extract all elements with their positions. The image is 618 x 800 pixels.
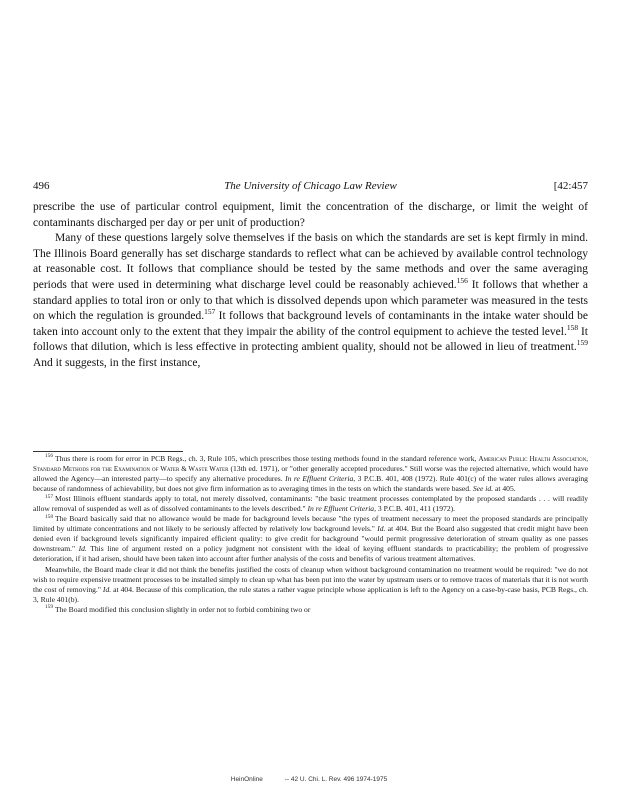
footnote-ref[interactable]: 157 [204,307,216,317]
footnote-text: The Board modified this conclusion slightly in order not to forbid combining two or [54,604,311,614]
footnote-number: 156 [45,453,53,460]
footnote-158-continued [33,565,588,605]
sentence: It follows that background levels of contaminants in the intake water should be taken into account only to the extent that they impair the ability of the control equipment to achieve the tested level. [33,310,588,338]
footnote-156 [33,454,588,494]
footnote-number: 158 [45,513,53,520]
footnote-ref[interactable]: 158 [566,322,579,332]
journal-title: The University of Chicago Law Review [224,180,397,192]
footnote-text: , 3 P.C.B. 401, 408 (1972). Rule 401(c) of the water rules allows averaging because of randomness of achievability, but does not give firm information as to averaging times in the tests on which the standards were based. [33,474,588,494]
footnote-text: This line of argument rested on a policy judgment not consistent with the ideal of keying effluent standards to practicability; the problem of progressive deterioration, if it had arisen, should have been taken into account after further analysis of the costs and benefits of various treatment alternatives. [33,544,588,564]
footnote-text: , 3 P.C.B. 401, 411 (1972). [374,504,456,514]
page-number: 496 [33,180,50,192]
sentence: Many of these questions largely solve themselves if the basis on which the standards are set is kept firmly in mind. The Illinois Board generally has set discharge standards to reflect what can be achieved by available control technology at reasonable cost. It follows that compliance should be tested by the same methods and over the same averaging periods that were used in determining what discharge level could be reasonably achieved. [33,232,588,291]
sentence: It follows that dilution, which is less effective in protecting ambient quality, should not be allowed in lieu of treatment. [33,325,588,354]
footnote-text: The Board basically said that no allowance would be made for background levels because "the types of treatment necessary to meet the proposed standards are principally limited by ultimate concentrations and not likely to be seriously affected by relatively low background levels." [33,514,588,534]
signal: Id. [377,524,386,534]
paragraph [33,231,588,371]
footnote-text: Most Illinois effluent standards apply to total, not merely dissolved, contaminants: "the basic treatment processes contemplated by the proposed standards . . . will readily allow removal of suspended as well as of dissolved contaminants to the levels described." [33,494,588,514]
case-name: In re Effluent Criteria [285,474,354,484]
footnotes [33,454,588,615]
footnote-159 [33,605,588,615]
footnote-text: at 404. Because of this complication, the rule states a rather vague principle whose application is left to the Agency on a case-by-case basis, PCB Regs., ch. 3, Rule 401(b). [33,584,589,604]
footnote-ref[interactable]: 156 [456,276,468,286]
citation-smallcaps: American Public Health Association, Standard Methods for the Examination of Water & Waste Water [33,455,588,474]
footnote-text: at 405. [493,484,516,494]
sentence: It follows that whether a standard applies to total iron or only to that which is dissolved depends upon which parameter was measured in the tests on which the regulation is grounded. [33,278,589,323]
case-name: In re Effluent Criteria [307,504,375,514]
footnote-text: at 404. But the Board also suggested that credit might have been denied even if background levels significantly impaired efficient quality: to give credit for background "would permit progressive deterioration of stream quality as one passes downstream." [33,524,588,554]
footnote-text: Thus there is room for error in PCB Regs., ch. 3, Rule 105, which prescribes those testing methods found in the standard reference work, [54,454,479,463]
footnote-divider [33,451,183,452]
body-text [33,200,588,372]
footnote-number: 157 [45,493,53,500]
footnote-158 [33,514,588,564]
sentence: And it suggests, in the first instance, [33,356,201,369]
source-footer [0,776,618,783]
signal: Id. [78,544,87,554]
footnote-157 [33,494,588,514]
footnote-text: (13th ed. 1971), or "other generally accepted procedures." Still worse was the rejected alternative, which would have allowed the Agency—an interested party—to specify any alternative procedures. [33,464,589,484]
source-label: HeinOnline [230,776,263,783]
volume-citation: [42:457 [553,180,588,192]
footnote-number: 159 [45,604,53,611]
paragraph-continued: prescribe the use of particular control equipment, limit the concentration of the discharge, or limit the weight of contaminants discharged per day or per unit of production? [33,201,588,229]
footnote-ref[interactable]: 159 [576,338,588,348]
footnote-text: Meanwhile, the Board made clear it did not think the benefits justified the costs of cleanup when without background contamination no treatment would be required: "we do not wish to require expensive treatment processes to be installed simply to clean up what has been put into the water by upstream users or to remove traces of materials that it is not worth the cost of removing." [33,564,588,594]
signal: See id. [472,484,494,494]
source-citation: -- 42 U. Chi. L. Rev. 496 1974-1975 [284,776,388,783]
signal: Id. [102,584,112,594]
